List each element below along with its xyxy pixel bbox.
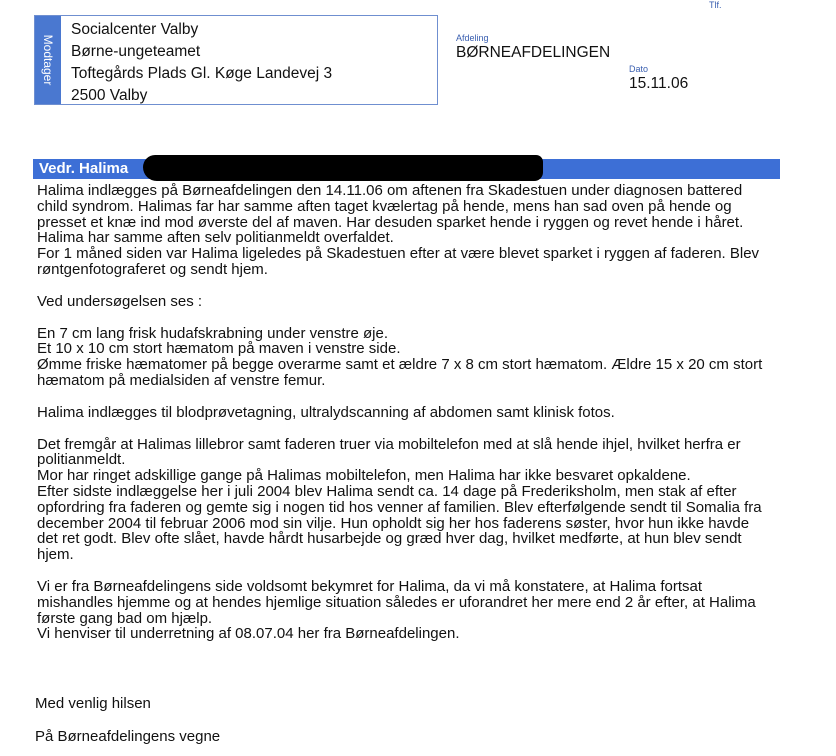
paragraph-gap bbox=[37, 310, 772, 326]
subject-title: Vedr. Halima bbox=[39, 160, 129, 177]
closing-greeting: Med venlig hilsen bbox=[35, 695, 151, 712]
redaction-mark bbox=[143, 155, 543, 181]
body-paragraph: Det fremgår at Halimas lillebror samt faderen truer via mobiltelefon med at slå hende ihjel, hvilket herfra er politianmeldt. bbox=[37, 435, 741, 469]
body-paragraph: For 1 måned siden var Halima ligeledes på Skadestuen efter at være blevet sparket i ryggen af faderen. Blev røntgenfotograferet og sendt hjem. bbox=[37, 245, 760, 278]
body-paragraph: Halima indlægges til blodprøvetagning, ultralydscanning af abdomen samt klinisk fotos. bbox=[37, 403, 615, 421]
recipient-line: 2500 Valby bbox=[71, 87, 148, 104]
body-paragraph: Vi henviser til underretning af 08.07.04 her fra Børneafdelingen. bbox=[37, 625, 460, 643]
tlf-label: Tlf. bbox=[709, 0, 722, 10]
recipient-address bbox=[71, 19, 332, 107]
paragraph-gap bbox=[37, 563, 772, 579]
on-behalf-line: På Børneafdelingens vegne bbox=[35, 728, 221, 745]
recipient-line: Socialcenter Valby bbox=[71, 21, 199, 38]
afdeling-label: Afdeling bbox=[456, 33, 489, 43]
recipient-tab-label: Modtager bbox=[41, 34, 55, 86]
body-paragraph: Ved undersøgelsen ses : bbox=[37, 292, 203, 310]
paragraph-gap bbox=[37, 278, 772, 294]
body-paragraph: Efter sidste indlæggelse her i juli 2004 blev Halima sendt ca. 14 dage på Frederiksholm, men stak af efter opfordring fra faderen og gemte sig i nogen tid hos venner af familien. Blev efterfølgende sendt til Somalia fra december 2004 til februar 2006 mod sin vilje. Hun opholdt sig her hos faderens søster, hvor hun ikke havde det ret godt. Blev ofte slået, havde hårdt husarbejde og græd hver dag, hvilket medførte, at hun blev sendt hjem. bbox=[37, 482, 762, 564]
body-paragraph: Halima indlægges på Børneafdelingen den 14.11.06 om aftenen fra Skadestuen under diagnosen battered child syndrom. Halimas far har samme aften taget kvælertag på hende, mens han sad oven på hende og presset et knæ ind mod øverste del af maven. Har desuden sparket hende i ryggen og revet hende i håret. Halima har samme aften selv politianmeldt overfaldet. bbox=[37, 182, 744, 247]
recipient-line: Toftegårds Plads Gl. Køge Landevej 3 bbox=[71, 65, 333, 82]
body-paragraph: En 7 cm lang frisk hudafskrabning under venstre øje. bbox=[37, 324, 389, 342]
recipient-tab bbox=[35, 16, 61, 104]
afdeling-value: BØRNEAFDELINGEN bbox=[456, 44, 611, 61]
recipient-line: Børne-ungeteamet bbox=[71, 43, 201, 60]
dato-label: Dato bbox=[629, 64, 649, 74]
recipient-box bbox=[34, 15, 438, 105]
paragraph-gap bbox=[37, 389, 772, 405]
body-paragraph: Et 10 x 10 cm stort hæmatom på maven i venstre side. bbox=[37, 340, 401, 358]
dato-value: 15.11.06 bbox=[629, 75, 689, 92]
body-paragraph: Mor har ringet adskillige gange på Halimas mobiltelefon, men Halima har ikke besvaret opkaldene. bbox=[37, 467, 691, 485]
body-paragraph: Ømme friske hæmatomer på begge overarme samt et ældre 7 x 8 cm stort hæmatom. Ældre 15 x 20 cm stort hæmatom på medialsiden af venstre femur. bbox=[37, 356, 763, 389]
paragraph-gap bbox=[37, 421, 772, 437]
letter-body bbox=[37, 183, 772, 642]
body-paragraph: Vi er fra Børneafdelingens side voldsomt bekymret for Halima, da vi må konstatere, at Halima fortsat mishandles hjemme og at hendes hjemlige situation således er uforandret her mere end 2 år efter, at Halima første gang bad om hjælp. bbox=[37, 577, 756, 627]
